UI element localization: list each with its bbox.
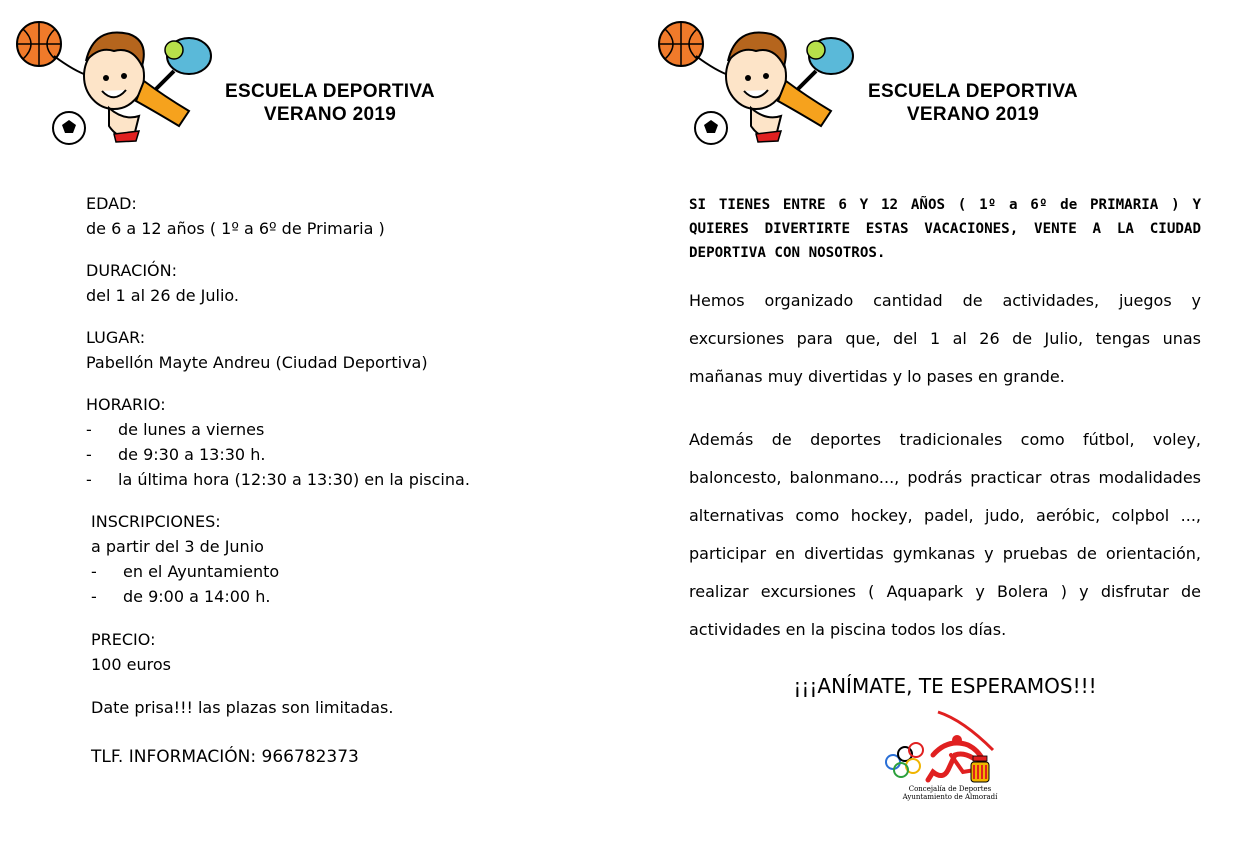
paragraph-line: excursiones para que, del 1 al 26 de Julio, tengas unas bbox=[689, 329, 1201, 348]
title bbox=[200, 80, 460, 126]
edad-label: EDAD: bbox=[86, 194, 137, 213]
paragraph-line: Hemos organizado cantidad de actividades, juegos y bbox=[689, 291, 1201, 310]
horario-label: HORARIO: bbox=[86, 395, 166, 414]
inscripciones-label: INSCRIPCIONES: bbox=[91, 512, 221, 531]
paragraph-line: Además de deportes tradicionales como fútbol, voley, bbox=[689, 430, 1201, 449]
horario-item: - de lunes a viernes bbox=[86, 420, 265, 439]
inscripciones-item: - de 9:00 a 14:00 h. bbox=[91, 587, 271, 606]
paragraph-1 bbox=[689, 282, 1201, 396]
horario-section bbox=[86, 392, 470, 492]
intro-text: SI TIENES ENTRE 6 Y 12 AÑOS ( 1º a 6º de PRIMARIA ) Y QUIERES DIVERTIRTE ESTAS VACACIONES, VENTE A LA CIUDAD DEPORTIVA CON NOSOTROS. bbox=[689, 197, 1201, 261]
slogan: ¡¡¡ANÍMATE, TE ESPERAMOS!!! bbox=[793, 674, 1097, 698]
title-line-2: VERANO 2019 bbox=[906, 104, 1040, 125]
inscripciones-item: - en el Ayuntamiento bbox=[91, 562, 280, 581]
mascot-illustration bbox=[14, 16, 219, 151]
horario-item: - de 9:30 a 13:30 h. bbox=[86, 445, 266, 464]
title-line-1: ESCUELA DEPORTIVA bbox=[868, 81, 1078, 102]
duracion-section bbox=[86, 258, 239, 308]
paragraph-line: actividades en la piscina todos los días. bbox=[689, 620, 1007, 639]
left-panel bbox=[0, 0, 628, 855]
title-line-2: VERANO 2019 bbox=[263, 104, 397, 125]
inscripciones-section bbox=[91, 509, 279, 609]
horario-item: - la última hora (12:30 a 13:30) en la piscina. bbox=[86, 470, 470, 489]
logo-caption: Concejalía de Deportes Ayuntamiento de Almoradí bbox=[902, 785, 998, 801]
title-line-1: ESCUELA DEPORTIVA bbox=[225, 81, 435, 102]
paragraph-2 bbox=[689, 421, 1201, 649]
precio-value: 100 euros bbox=[91, 655, 171, 674]
title bbox=[843, 80, 1103, 126]
paragraph-line: realizar excursiones ( Aquapark y Bolera ) y disfrutar de bbox=[689, 582, 1201, 601]
prisa-note: Date prisa!!! las plazas son limitadas. bbox=[91, 698, 394, 717]
lugar-label: LUGAR: bbox=[86, 328, 146, 347]
paragraph-line: mañanas muy divertidas y lo pases en grande. bbox=[689, 367, 1065, 386]
edad-section bbox=[86, 191, 385, 241]
precio-section bbox=[91, 627, 171, 677]
inscripciones-value: a partir del 3 de Junio bbox=[91, 537, 264, 556]
duracion-value: del 1 al 26 de Julio. bbox=[86, 286, 240, 305]
duracion-label: DURACIÓN: bbox=[86, 261, 178, 280]
mascot-illustration bbox=[656, 16, 861, 151]
precio-label: PRECIO: bbox=[91, 630, 156, 649]
lugar-value: Pabellón Mayte Andreu (Ciudad Deportiva) bbox=[86, 353, 428, 372]
paragraph-line: baloncesto, balonmano..., podrás practicar otras modalidades bbox=[689, 468, 1201, 487]
edad-value: de 6 a 12 años ( 1º a 6º de Primaria ) bbox=[86, 219, 385, 238]
telefono-info: TLF. INFORMACIÓN: 966782373 bbox=[91, 747, 359, 767]
paragraph-line: alternativas como hockey, padel, judo, aeróbic, colpbol ..., bbox=[689, 506, 1201, 525]
paragraph-line: participar en divertidas gymkanas y pruebas de orientación, bbox=[689, 544, 1201, 563]
lugar-section bbox=[86, 325, 428, 375]
right-panel bbox=[628, 0, 1257, 855]
